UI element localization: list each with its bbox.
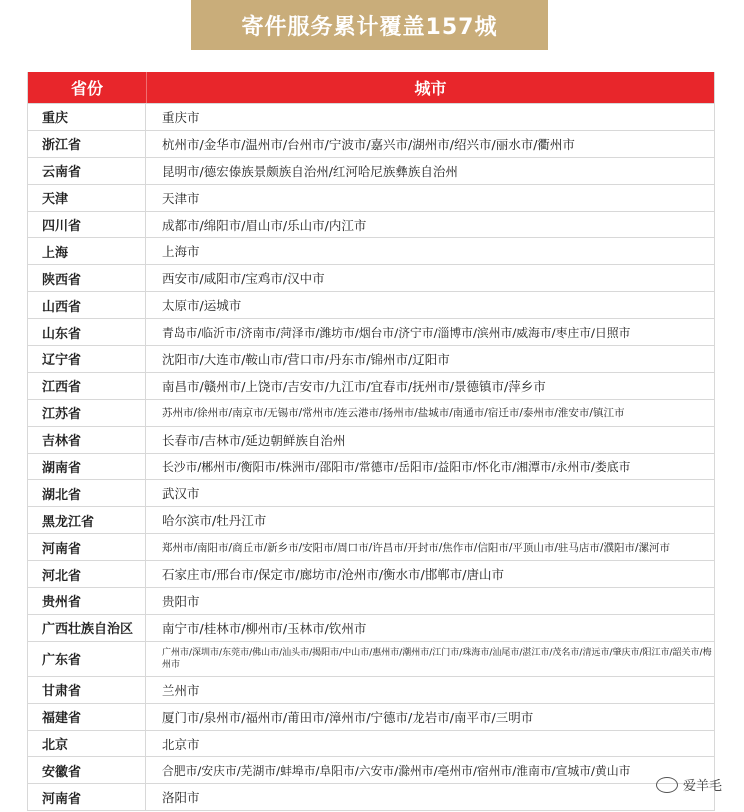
- cities-cell: 贵阳市: [162, 593, 200, 609]
- table-row: [28, 157, 714, 184]
- cities-cell: 武汉市: [162, 486, 200, 502]
- cities-cell: 昆明市/德宏傣族景颇族自治州/红河哈尼族彝族自治州: [162, 163, 458, 179]
- table-row: [28, 237, 714, 264]
- province-cell: 山西省: [28, 292, 146, 318]
- province-cell: 福建省: [28, 704, 146, 730]
- watermark: [656, 775, 722, 794]
- province-cell: 云南省: [28, 158, 146, 184]
- cities-cell: 长春市/吉林市/延边朝鲜族自治州: [162, 432, 346, 448]
- province-cell: 安徽省: [28, 757, 146, 783]
- cities-cell: 南宁市/桂林市/柳州市/玉林市/钦州市: [162, 620, 367, 636]
- header-province: 省份: [28, 72, 147, 103]
- cities-cell: 重庆市: [162, 109, 200, 125]
- table-row: [28, 676, 714, 703]
- table-row: [28, 103, 714, 130]
- table-row: [28, 318, 714, 345]
- table-header: [28, 72, 714, 103]
- watermark-text: 爱羊毛: [682, 779, 722, 794]
- table-row: [28, 506, 714, 533]
- cities-cell: 合肥市/安庆市/芜湖市/蚌埠市/阜阳市/六安市/滁州市/亳州市/宿州市/淮南市/宣城市/黄山市: [162, 763, 631, 778]
- province-cell: 贵州省: [28, 588, 146, 614]
- table-row: [28, 479, 714, 506]
- table-row: [28, 533, 714, 560]
- table-row: [28, 756, 714, 783]
- province-cell: 江苏省: [28, 400, 146, 426]
- table-row: [28, 291, 714, 318]
- province-cell: 天津: [28, 185, 146, 211]
- province-cell: 广东省: [28, 642, 146, 676]
- table-row: [28, 426, 714, 453]
- table-row: [28, 614, 714, 641]
- province-cell: 河南省: [28, 534, 146, 560]
- page-banner: 寄件服务累计覆盖157城: [191, 0, 548, 50]
- table-row: [28, 453, 714, 480]
- province-cell: 四川省: [28, 212, 146, 238]
- table-row: [28, 587, 714, 614]
- province-cell: 河北省: [28, 561, 146, 587]
- province-cell: 陕西省: [28, 265, 146, 291]
- table-row: [28, 783, 714, 810]
- cities-cell: 西安市/咸阳市/宝鸡市/汉中市: [162, 271, 325, 287]
- province-cell: 北京: [28, 731, 146, 757]
- cities-cell: 沈阳市/大连市/鞍山市/营口市/丹东市/锦州市/辽阳市: [162, 351, 450, 367]
- cities-cell: 成都市/绵阳市/眉山市/乐山市/内江市: [162, 217, 367, 233]
- cities-cell: 厦门市/泉州市/福州市/莆田市/漳州市/宁德市/龙岩市/南平市/三明市: [162, 709, 534, 725]
- province-cell: 吉林省: [28, 427, 146, 453]
- table-row: [28, 399, 714, 426]
- cities-cell: 兰州市: [162, 682, 200, 698]
- table-row: [28, 184, 714, 211]
- cities-cell: 南昌市/赣州市/上饶市/吉安市/九江市/宜春市/抚州市/景德镇市/萍乡市: [162, 378, 546, 394]
- header-city: 城市: [414, 79, 447, 98]
- cities-cell: 北京市: [162, 736, 200, 752]
- table-row: [28, 130, 714, 157]
- province-cell: 甘肃省: [28, 677, 146, 703]
- cities-cell: 苏州市/徐州市/南京市/无锡市/常州市/连云港市/扬州市/盐城市/南通市/宿迁市/泰州市/淮安市/镇江市: [162, 407, 625, 420]
- cities-cell: 天津市: [162, 190, 200, 206]
- cities-cell: 长沙市/郴州市/衡阳市/株洲市/邵阳市/常德市/岳阳市/益阳市/怀化市/湘潭市/永州市/娄底市: [162, 460, 631, 475]
- table-row: [28, 703, 714, 730]
- table-row: [28, 211, 714, 238]
- table-row: [28, 641, 714, 676]
- table-row: [28, 372, 714, 399]
- cities-cell: 石家庄市/邢台市/保定市/廊坊市/沧州市/衡水市/邯郸市/唐山市: [162, 567, 504, 583]
- table-row: [28, 264, 714, 291]
- cities-cell: 青岛市/临沂市/济南市/菏泽市/潍坊市/烟台市/济宁市/淄博市/滨州市/威海市/枣庄市/日照市: [162, 325, 631, 340]
- coverage-table: [27, 72, 715, 811]
- province-cell: 山东省: [28, 319, 146, 345]
- wechat-icon: [656, 777, 678, 793]
- province-cell: 湖北省: [28, 480, 146, 506]
- cities-cell: 太原市/运城市: [162, 298, 242, 314]
- cities-cell: 哈尔滨市/牡丹江市: [162, 513, 267, 529]
- cities-cell: 上海市: [162, 244, 200, 260]
- province-cell: 江西省: [28, 373, 146, 399]
- table-row: [28, 345, 714, 372]
- province-cell: 浙江省: [28, 131, 146, 157]
- province-cell: 广西壮族自治区: [28, 615, 146, 641]
- cities-cell: 广州市/深圳市/东莞市/佛山市/汕头市/揭阳市/中山市/惠州市/潮州市/江门市/珠海市/汕尾市/湛江市/茂名市/清远市/肇庆市/阳江市/韶关市/梅州市: [162, 647, 712, 670]
- province-cell: 重庆: [28, 104, 146, 130]
- province-cell: 黑龙江省: [28, 507, 146, 533]
- table-row: [28, 730, 714, 757]
- table-body: [28, 103, 714, 810]
- cities-cell: 洛阳市: [162, 790, 200, 806]
- table-row: [28, 560, 714, 587]
- cities-cell: 郑州市/南阳市/商丘市/新乡市/安阳市/周口市/许昌市/开封市/焦作市/信阳市/平顶山市/驻马店市/濮阳市/漯河市: [162, 541, 670, 554]
- cities-cell: 杭州市/金华市/温州市/台州市/宁波市/嘉兴市/湖州市/绍兴市/丽水市/衢州市: [162, 136, 575, 152]
- province-cell: 上海: [28, 238, 146, 264]
- province-cell: 湖南省: [28, 454, 146, 480]
- province-cell: 河南省: [28, 784, 146, 810]
- province-cell: 辽宁省: [28, 346, 146, 372]
